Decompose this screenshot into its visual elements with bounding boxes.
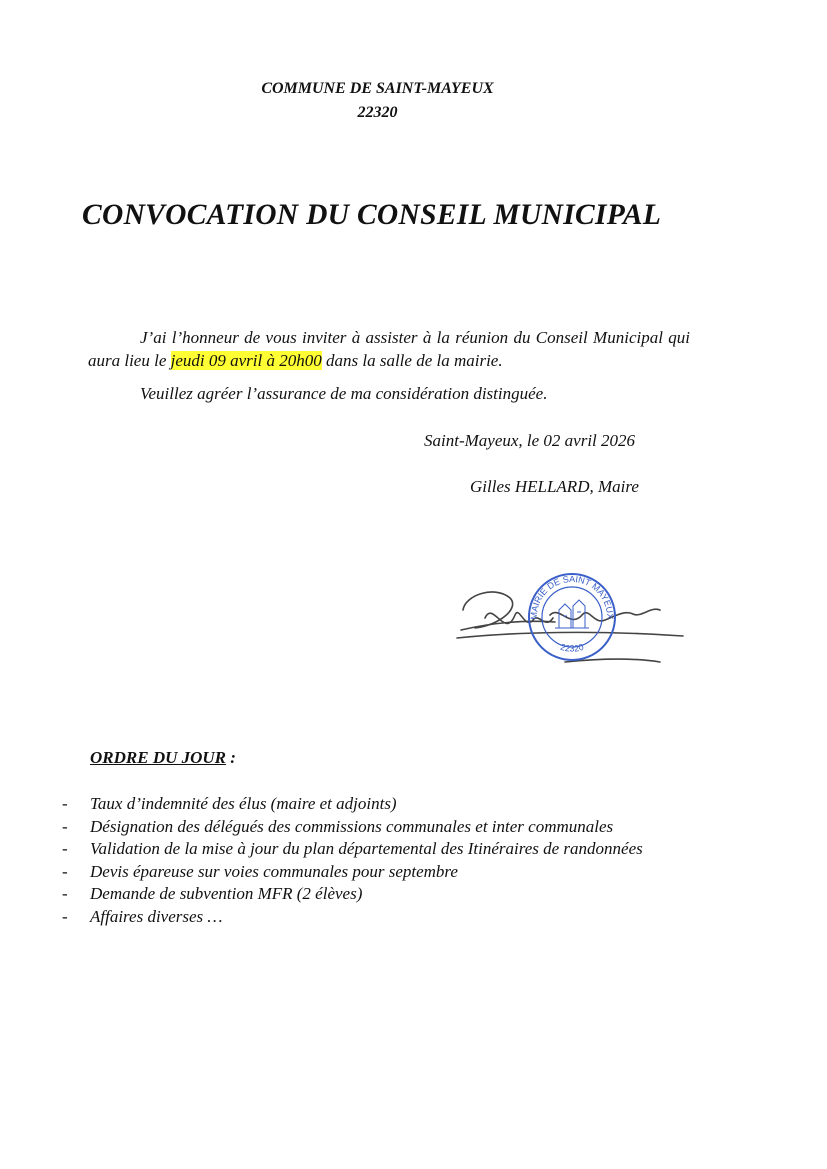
agenda-item-text: Affaires diverses … (90, 906, 223, 926)
agenda-item (62, 793, 643, 816)
agenda-title (90, 748, 236, 768)
agenda-item-text: Validation de la mise à jour du plan départemental des Itinéraires de randonnées (90, 839, 643, 858)
signature-and-stamp (455, 570, 695, 670)
agenda-item-text: Désignation des délégués des commissions communales et inter communales (90, 816, 614, 836)
agenda-item (62, 861, 643, 884)
agenda-item (62, 816, 643, 839)
postal-code: 22320 (357, 104, 398, 121)
agenda-item-text: Devis épareuse sur voies communales pour septembre (90, 861, 458, 881)
list-dash: - (62, 906, 68, 926)
official-stamp (529, 574, 615, 660)
agenda-title-text: ORDRE DU JOUR (90, 748, 227, 767)
stamp-text-top: MAIRIE DE SAINT MAYEUX (528, 573, 616, 620)
commune-name: COMMUNE DE SAINT-MAYEUX (261, 80, 494, 97)
list-dash: - (62, 794, 68, 813)
list-dash: - (62, 839, 68, 858)
signatory-name: Gilles HELLARD, Maire (470, 477, 639, 496)
agenda-item (62, 906, 643, 929)
document-title: CONVOCATION DU CONSEIL MUNICIPAL (82, 199, 662, 231)
meeting-date-highlight: jeudi 09 avril à 20h00 (170, 351, 322, 370)
agenda-item (62, 883, 643, 906)
invitation-text-end: dans la salle de la mairie. (321, 351, 503, 370)
closing-formula: Veuillez agréer l’assurance de ma considération distinguée. (140, 384, 548, 403)
list-dash: - (62, 816, 68, 836)
agenda-title-colon: : (226, 748, 236, 767)
list-dash: - (62, 884, 68, 903)
agenda-item (62, 838, 643, 861)
agenda-list (62, 793, 643, 928)
agenda-item-text: Demande de subvention MFR (2 élèves) (90, 884, 363, 903)
invitation-paragraph (88, 326, 690, 372)
place-and-date: Saint-Mayeux, le 02 avril 2026 (424, 431, 636, 450)
invitation-text-start: J’ai l’honneur de vous inviter à assister à la réunion du Conseil Municipal qui aura lieu le (88, 328, 690, 370)
agenda-item-text: Taux d’indemnité des élus (maire et adjoints) (90, 794, 397, 813)
list-dash: - (62, 861, 68, 881)
stamp-text-bottom: 22320 (559, 641, 585, 654)
